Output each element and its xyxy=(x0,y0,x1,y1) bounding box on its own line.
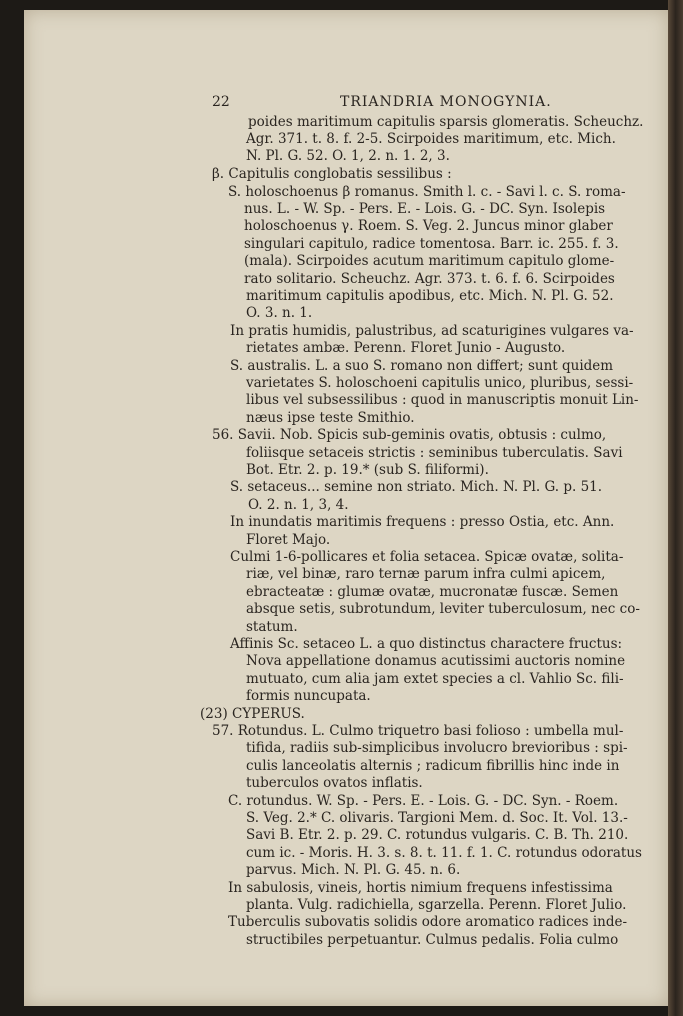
text-line: holoschoenus γ. Roem. S. Veg. 2. Juncus minor glaber xyxy=(244,218,613,234)
text-line: Savi B. Etr. 2. p. 29. C. rotundus vulgaris. C. B. Th. 210. xyxy=(246,827,629,843)
text-line: β. Capitulis conglobatis sessilibus : xyxy=(212,166,452,182)
text-line: tuberculos ovatos inflatis. xyxy=(246,775,423,791)
text-line: mutuato, cum alia jam extet species a cl. Vahlio Sc. fili- xyxy=(246,671,624,687)
text-line: In pratis humidis, palustribus, ad scaturigines vulgares va- xyxy=(230,323,634,339)
text-line: S. setaceus... semine non striato. Mich. N. Pl. G. p. 51. xyxy=(230,479,603,495)
text-line: In sabulosis, vineis, hortis nimium frequens infestissima xyxy=(228,880,613,896)
text-line: Affinis Sc. setaceo L. a quo distinctus charactere fructus: xyxy=(230,636,623,652)
genus-heading: (23) CYPERUS. xyxy=(200,706,305,722)
text-line: maritimum capitulis apodibus, etc. Mich. N. Pl. G. 52. xyxy=(246,288,614,304)
text-line: parvus. Mich. N. Pl. G. 45. n. 6. xyxy=(246,862,461,878)
text-line: absque setis, subrotundum, leviter tuberculosum, nec co- xyxy=(246,601,640,617)
text-line: singulari capitulo, radice tomentosa. Barr. ic. 255. f. 3. xyxy=(244,236,619,252)
text-line: næus ipse teste Smithio. xyxy=(246,410,415,426)
text-line: 56. Savii. Nob. Spicis sub-geminis ovatis, obtusis : culmo, xyxy=(212,427,607,443)
text-line: Nova appellatione donamus acutissimi auctoris nomine xyxy=(246,653,626,669)
text-line: O. 2. n. 1, 3, 4. xyxy=(248,497,349,513)
text-line: Tuberculis subovatis solidis odore aromatico radices inde- xyxy=(228,914,628,930)
text-line: foliisque setaceis strictis : seminibus tuberculatis. Savi xyxy=(246,445,623,461)
text-line: Agr. 371. t. 8. f. 2-5. Scirpoides maritimum, etc. Mich. xyxy=(246,131,616,147)
text-line: varietates S. holoschoeni capitulis unico, pluribus, sessi- xyxy=(246,375,634,391)
text-line: 57. Rotundus. L. Culmo triquetro basi folioso : umbella mul- xyxy=(212,723,624,739)
text-line: poides maritimum capitulis sparsis glomeratis. Scheuchz. xyxy=(248,114,644,130)
text-line: structibiles perpetuantur. Culmus pedalis. Folia culmo xyxy=(246,932,619,948)
text-line: Floret Majo. xyxy=(246,532,331,548)
page-header xyxy=(24,94,668,114)
text-line: N. Pl. G. 52. O. 1, 2. n. 1. 2, 3. xyxy=(246,148,450,164)
text-line: libus vel subsessilibus : quod in manuscriptis monuit Lin- xyxy=(246,392,639,408)
text-line: formis nuncupata. xyxy=(246,688,371,704)
book-page xyxy=(24,10,668,1006)
text-line: S. Veg. 2.* C. olivaris. Targioni Mem. d. Soc. It. Vol. 13.- xyxy=(246,810,628,826)
text-line: O. 3. n. 1. xyxy=(246,305,313,321)
text-line: (mala). Scirpoides acutum maritimum capitulo glome- xyxy=(244,253,615,269)
text-line: C. rotundus. W. Sp. - Pers. E. - Lois. G. - DC. Syn. - Roem. xyxy=(228,793,619,809)
book-spine-edge xyxy=(668,0,683,1016)
running-title: TRIANDRIA MONOGYNIA. xyxy=(340,94,552,110)
text-line: In inundatis maritimis frequens : presso Ostia, etc. Ann. xyxy=(230,514,615,530)
text-line: planta. Vulg. radichiella, sgarzella. Perenn. Floret Julio. xyxy=(246,897,627,913)
text-line: ebracteatæ : glumæ ovatæ, mucronatæ fuscæ. Semen xyxy=(246,584,619,600)
text-line: Culmi 1-6-pollicares et folia setacea. Spicæ ovatæ, solita- xyxy=(230,549,624,565)
text-line: rato solitario. Scheuchz. Agr. 373. t. 6. f. 6. Scirpoides xyxy=(244,271,615,287)
text-line: tifida, radiis sub-simplicibus involucro brevioribus : spi- xyxy=(246,740,628,756)
text-line: rietates ambæ. Perenn. Floret Junio - Augusto. xyxy=(246,340,566,356)
text-line: riæ, vel binæ, raro ternæ parum infra culmi apicem, xyxy=(246,566,606,582)
text-line: Bot. Etr. 2. p. 19.* (sub S. filiformi). xyxy=(246,462,489,478)
page-number: 22 xyxy=(212,94,230,110)
text-line: cum ic. - Moris. H. 3. s. 8. t. 11. f. 1. C. rotundus odoratus xyxy=(246,845,642,861)
text-line: nus. L. - W. Sp. - Pers. E. - Lois. G. - DC. Syn. Isolepis xyxy=(244,201,606,217)
text-line: S. holoschoenus β romanus. Smith l. c. - Savi l. c. S. roma- xyxy=(228,184,626,200)
text-line: culis lanceolatis alternis ; radicum fibrillis hinc inde in xyxy=(246,758,620,774)
text-line: statum. xyxy=(246,619,298,635)
text-line: S. australis. L. a suo S. romano non differt; sunt quidem xyxy=(230,358,614,374)
